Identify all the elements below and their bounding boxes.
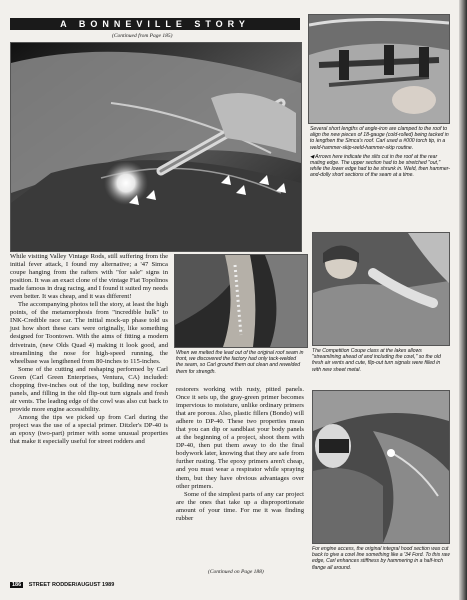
- welding-torch-photo: [10, 42, 302, 252]
- welder-cowl-photo: [312, 390, 450, 544]
- publication-name: STREET RODDER/AUGUST 1989: [28, 582, 115, 588]
- page-number: 186: [12, 582, 22, 588]
- welder-caption-text: For engine access, the original integral hood section was cut back to give a cowl line something like a '34 Ford. To this raw edge, Carl enhances stiffness by hammering in a half-inch flange all around.: [312, 546, 450, 571]
- welder-caption: [312, 546, 450, 574]
- continued-from-note: (Continued from Page 185): [112, 33, 173, 39]
- sheetmetal-caption: [312, 348, 450, 376]
- page-footer: [10, 582, 114, 588]
- arrows-caption-text: ◀ Arrows here indicate the slits cut in the roof at the rear mating edge. The upper section had to be stretched "out," while the lower edge had to be shrunk in. Weld, then hammer-and-dolly short sections of the seam at a time.: [310, 153, 450, 179]
- welding-torch-image: [11, 43, 301, 251]
- clamps-image: [309, 15, 449, 123]
- welder-image: [313, 391, 449, 543]
- sheetmetal-image: [313, 233, 449, 345]
- angle-iron-clamps-photo: [308, 14, 450, 124]
- article-column-1: [10, 253, 168, 446]
- roof-seam-photo: [174, 254, 308, 348]
- paragraph-3: Some of the cutting and reshaping performed by Carl Green (Carl Green Enterprises, Ventura, CA) included: chopping five-inches out of the top, building new rocker panels, and filling in the old flip-out turn signals and fresh air vents. The leading edge of the cowl was also cut back to provide more engine accessibility.: [10, 365, 168, 413]
- section-banner: A BONNEVILLE STORY: [10, 18, 300, 30]
- sheetmetal-caption-text: The Competition Coupe class at the lakes allows "streamlining ahead of and including the cowl," so the old fresh air vents and cute, flip-out turn signals were filled in with new sheet metal.: [312, 348, 441, 373]
- clamps-caption-text: Several short lengths of angle-iron are clamped to the roof to align the new pieces of 18-gauge (cold-rolled) being tacked in to lengthen the Simca's roof. Carl used a #000 torch tip, in a weld-hammer-skip-weld-hammer-skip routine.: [310, 126, 449, 151]
- sheet-metal-photo: [312, 232, 450, 346]
- page-edge-shadow: [459, 0, 467, 600]
- paragraph-2: The accompanying photos tell the story, at least the high points, of the metamorphosis from "incredible hulk" to INK-Credible race car. The initial mock-up phase told us just how short these cars were originally, like something designed for Toontown. With the aims of fitting a modern drivetrain, (new Olds Quad 4) making it look good, and streamlining the nose for high-speed running, the wheelbase was lengthened from 80-inches to 115-inches.: [10, 301, 168, 365]
- continued-on-note: (Continued on Page 188): [208, 569, 264, 575]
- seam-caption-text: When we melted the lead out of the original roof seam in front, we discovered the factory had only tack-welded the seam, so Carl ground them out clean and rewelded them for strength.: [176, 350, 304, 375]
- article-column-2: [176, 386, 304, 523]
- seam-image: [175, 255, 307, 347]
- paragraph-6: Some of the simplest parts of any car project are the ones that take up a disproportionate amount of your time. For me it was finding rubber: [176, 490, 304, 522]
- clamps-caption: [310, 126, 450, 182]
- paragraph-4: Among the tips we picked up from Carl during the project was the use of a special primer. Ditzler's DP-40 is an epoxy (two-part) primer with some unusual properties that make it especially useful for street rodders and: [10, 413, 168, 446]
- seam-caption: [176, 350, 304, 378]
- paragraph-1: While visiting Valley Vintage Rods, still suffering from the initial fever attack, I found my alternative; a '47 Simca coupe hanging from the rafters with "for sale" signs in position. It was an exact clone of the vintage Fiat Topolinos made famous in drag racing, and I found it suited my needs even better. It was cheap, and it was different!: [10, 253, 168, 301]
- paragraph-5: restorers working with rusty, pitted panels. Once it sets up, the gray-green primer becomes impervious to moisture, unlike ordinary primers that are porous. Also, plastic fillers (Bondo) will adhere to DP-40. These two properties mean that you can dip or sandblast your body panels at the beginning of a project, shoot them with DP-40, then put them away to do the final bodywork later, knowing that they are safe from further rusting. The epoxy primers aren't cheap, and you must wear a respirator while spraying them, but they have obvious advantages over other primers.: [176, 386, 304, 490]
